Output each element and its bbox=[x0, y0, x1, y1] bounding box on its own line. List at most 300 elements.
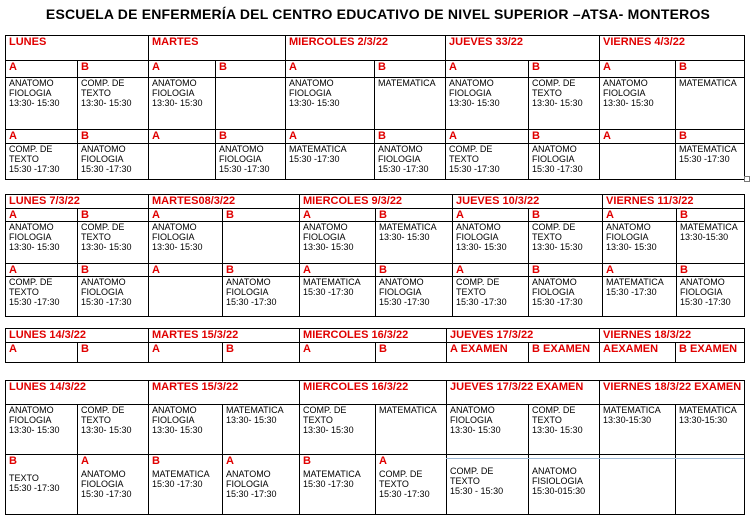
class-line: FIOLOGIA bbox=[81, 154, 124, 164]
schedule-cell: A bbox=[6, 209, 78, 222]
day-header: VIERNES 18/3/22 bbox=[600, 329, 745, 343]
class-line: 15:30 -17:30 bbox=[679, 154, 730, 164]
class-line: FIOLOGIA bbox=[532, 287, 575, 297]
class-line: FIOLOGIA bbox=[219, 154, 262, 164]
class-line: 13:30- 15:30 bbox=[152, 242, 203, 252]
class-line: COMP. DE bbox=[81, 78, 125, 88]
class-line: 13:30- 15:30 bbox=[532, 425, 583, 435]
schedule-cell bbox=[216, 144, 286, 180]
class-line: ANATOMO bbox=[152, 78, 197, 88]
schedule-cell bbox=[300, 222, 376, 264]
schedule-cell: A bbox=[6, 61, 78, 78]
schedule-cell bbox=[677, 222, 745, 264]
day-header: JUEVES 10/3/22 bbox=[453, 195, 603, 209]
class-line: 15:30 -17:30 bbox=[606, 287, 657, 297]
class-entry bbox=[456, 277, 528, 307]
class-entry bbox=[606, 277, 676, 297]
class-line: ANATOMO bbox=[289, 78, 334, 88]
schedule-cell bbox=[375, 144, 446, 180]
class-line: TEXTO bbox=[532, 415, 562, 425]
class-entry bbox=[289, 144, 374, 164]
class-line: 15:30 -17:30 bbox=[9, 297, 60, 307]
mixed-row bbox=[6, 455, 745, 515]
class-entry bbox=[379, 277, 452, 307]
schedule-cell: AEXAMEN bbox=[600, 343, 676, 363]
schedule-cell bbox=[78, 144, 149, 180]
schedule-cell bbox=[453, 277, 529, 317]
class-line: 15:30 -17:30 bbox=[219, 164, 270, 174]
schedule-cell bbox=[149, 222, 223, 264]
class-line: FIOLOGIA bbox=[378, 154, 421, 164]
schedule-cell bbox=[446, 144, 529, 180]
class-line: ANATOMO bbox=[303, 222, 348, 232]
class-entry bbox=[532, 78, 599, 108]
schedule-cell: A bbox=[6, 130, 78, 144]
schedule-cell bbox=[446, 78, 529, 130]
class-line: 13:30- 15:30 bbox=[9, 425, 60, 435]
class-line: TEXTO bbox=[532, 232, 562, 242]
schedule-cell: B bbox=[376, 264, 453, 277]
schedule-cell: B bbox=[529, 209, 603, 222]
schedule-cell: B bbox=[78, 343, 149, 363]
schedule-cell: B bbox=[78, 61, 149, 78]
class-line: MATEMATICA bbox=[679, 405, 737, 415]
schedule-cell: B TEXTO 15:30 -17:30 bbox=[6, 455, 78, 515]
class-entry bbox=[81, 144, 148, 174]
class-line: 13:30- 15:30 bbox=[303, 425, 354, 435]
class-line: 15:30 -17:30 bbox=[378, 164, 429, 174]
day-header-row bbox=[6, 329, 745, 343]
schedule-cell bbox=[676, 144, 745, 180]
class-entry bbox=[152, 78, 215, 108]
schedule-cell bbox=[6, 78, 78, 130]
class-entry bbox=[378, 78, 445, 88]
class-line: 13:30- 15:30 bbox=[532, 242, 583, 252]
class-line: COMP. DE bbox=[81, 222, 125, 232]
schedule-cell bbox=[286, 144, 375, 180]
class-line: 13:30- 15:30 bbox=[9, 242, 60, 252]
day-header: JUEVES 33/22 bbox=[446, 36, 600, 61]
class-line: 13:30- 15:30 bbox=[152, 98, 203, 108]
schedule-cell: B bbox=[216, 130, 286, 144]
class-entry bbox=[303, 222, 375, 252]
class-line: MATEMATICA bbox=[379, 405, 437, 415]
schedule-cell: B bbox=[375, 130, 446, 144]
class-entry bbox=[9, 277, 77, 307]
table-resize-handle[interactable] bbox=[744, 176, 750, 182]
schedule-cell: B EXAMEN bbox=[529, 343, 600, 363]
schedule-cell bbox=[529, 78, 600, 130]
class-line: ANATOMO bbox=[9, 222, 54, 232]
class-entry bbox=[81, 277, 148, 307]
class-entry bbox=[449, 144, 528, 174]
day-header: LUNES 7/3/22 bbox=[6, 195, 149, 209]
class-line: FIOLOGIA bbox=[152, 232, 195, 242]
class-line: ANATOMO bbox=[9, 405, 54, 415]
class-entry bbox=[219, 144, 285, 174]
schedule-cell: A bbox=[149, 209, 223, 222]
schedule-cell bbox=[223, 277, 300, 317]
class-line: COMP. DE bbox=[9, 277, 53, 287]
class-line: 13:30- 15:30 bbox=[9, 98, 60, 108]
class-entry bbox=[532, 222, 602, 252]
class-line: TEXTO bbox=[81, 415, 111, 425]
group-row bbox=[6, 209, 745, 222]
schedule-cell bbox=[376, 222, 453, 264]
schedule-cell bbox=[600, 405, 676, 455]
class-line: 13:30- 15:30 bbox=[226, 415, 277, 425]
class-line: ANATOMO bbox=[81, 144, 126, 154]
class-row bbox=[6, 144, 745, 180]
schedule-cell bbox=[78, 78, 149, 130]
class-line: FIOLOGIA bbox=[289, 88, 332, 98]
day-header-row bbox=[6, 195, 745, 209]
schedule-cell bbox=[529, 277, 603, 317]
schedule-cell bbox=[78, 405, 149, 455]
class-row bbox=[6, 277, 745, 317]
class-line: TEXTO bbox=[449, 154, 479, 164]
class-entry bbox=[81, 78, 148, 108]
schedule-cell bbox=[676, 405, 745, 455]
class-line: TEXTO bbox=[456, 287, 486, 297]
class-line: 15:30 -17:30 bbox=[532, 164, 583, 174]
class-line: ANATOMO bbox=[152, 405, 197, 415]
class-line: 13:30-15:30 bbox=[680, 232, 729, 242]
class-line: FIOLOGIA bbox=[9, 415, 52, 425]
class-line: ANATOMO bbox=[379, 277, 424, 287]
class-line: MATEMATICA bbox=[378, 78, 436, 88]
schedule-week-1 bbox=[5, 35, 745, 180]
class-line: 13:30- 15:30 bbox=[81, 98, 132, 108]
class-line: MATEMATICA bbox=[289, 144, 347, 154]
class-entry bbox=[679, 405, 744, 425]
class-entry bbox=[9, 405, 77, 435]
schedule-cell: B bbox=[677, 264, 745, 277]
day-header: LUNES 14/3/22 bbox=[6, 329, 149, 343]
class-entry bbox=[226, 277, 299, 307]
schedule-cell: A EXAMEN bbox=[447, 343, 529, 363]
class-line: ANATOMO bbox=[450, 405, 495, 415]
class-line: 13:30- 15:30 bbox=[606, 242, 657, 252]
schedule-cell bbox=[6, 144, 78, 180]
schedule-cell: A bbox=[300, 343, 376, 363]
class-line: TEXTO bbox=[81, 232, 111, 242]
class-entry bbox=[152, 222, 222, 252]
schedule-cell bbox=[603, 277, 677, 317]
schedule-cell bbox=[286, 78, 375, 130]
schedule-cell bbox=[375, 78, 446, 130]
class-line: FIOLOGIA bbox=[680, 287, 723, 297]
schedule-cell: A bbox=[446, 130, 529, 144]
schedule-cell: A bbox=[6, 264, 78, 277]
schedule-cell: B bbox=[375, 61, 446, 78]
schedule-cell bbox=[376, 277, 453, 317]
schedule-cell bbox=[529, 144, 600, 180]
class-entry bbox=[81, 222, 148, 252]
schedule-cell: B bbox=[78, 264, 149, 277]
class-line: COMP. DE bbox=[81, 405, 125, 415]
schedule-cell: B bbox=[676, 130, 745, 144]
class-entry bbox=[603, 405, 675, 425]
class-line: FIOLOGIA bbox=[603, 88, 646, 98]
schedule-cell bbox=[223, 405, 300, 455]
schedule-cell: A bbox=[603, 209, 677, 222]
group-row bbox=[6, 343, 745, 363]
class-line: MATEMATICA bbox=[226, 405, 284, 415]
group-row bbox=[6, 264, 745, 277]
class-line: 13:30- 15:30 bbox=[303, 242, 354, 252]
class-line: COMP. DE bbox=[532, 78, 576, 88]
schedule-cell: A bbox=[6, 343, 78, 363]
class-line: FIOLOGIA bbox=[379, 287, 422, 297]
schedule-cell: B bbox=[376, 209, 453, 222]
schedule-exam-week bbox=[5, 328, 745, 363]
schedule-cell: B bbox=[376, 343, 447, 363]
class-line: COMP. DE bbox=[449, 144, 493, 154]
class-line: ANATOMO bbox=[152, 222, 197, 232]
class-line: ANATOMO bbox=[9, 78, 54, 88]
class-line: TEXTO bbox=[81, 88, 111, 98]
class-line: ANATOMO bbox=[219, 144, 264, 154]
schedule-cell bbox=[600, 78, 676, 130]
class-entry bbox=[303, 277, 375, 297]
schedule-cell: ANATOMO FISIOLOGIA 15:30-015:30 bbox=[529, 455, 600, 515]
class-line: 13:30- 15:30 bbox=[152, 425, 203, 435]
day-header: LUNES bbox=[6, 36, 149, 61]
class-entry bbox=[606, 222, 676, 252]
group-row bbox=[6, 61, 745, 78]
day-header: VIERNES 4/3/22 bbox=[600, 36, 745, 61]
class-line: TEXTO bbox=[9, 287, 39, 297]
group-row bbox=[6, 130, 745, 144]
class-line: FIOLOGIA bbox=[81, 287, 124, 297]
schedule-cell: B bbox=[529, 264, 603, 277]
schedule-cell: B bbox=[529, 130, 600, 144]
day-header: MARTES 15/3/22 bbox=[149, 381, 300, 405]
schedule-cell: B bbox=[223, 209, 300, 222]
class-line: 15:30 -17:30 bbox=[532, 297, 583, 307]
page-title: ESCUELA DE ENFERMERÍA DEL CENTRO EDUCATIVO DE NIVEL SUPERIOR –ATSA- MONTEROS bbox=[45, 6, 711, 22]
schedule-cell: A COMP. DE TEXTO 15:30 -17:30 bbox=[376, 455, 447, 515]
schedule-cell bbox=[223, 222, 300, 264]
class-line: TEXTO bbox=[303, 415, 333, 425]
class-entry bbox=[532, 405, 599, 435]
class-line: FIOLOGIA bbox=[152, 88, 195, 98]
schedule-cell: A bbox=[286, 130, 375, 144]
day-header: MARTES08/3/22 bbox=[149, 195, 300, 209]
class-line: 13:30- 15:30 bbox=[532, 98, 583, 108]
class-line: 13:30- 15:30 bbox=[603, 98, 654, 108]
class-line: 13:30- 15:30 bbox=[456, 242, 507, 252]
class-line: COMP. DE bbox=[532, 405, 576, 415]
class-entry bbox=[9, 222, 77, 252]
class-entry bbox=[9, 78, 77, 108]
class-line: ANATOMO bbox=[378, 144, 423, 154]
schedule-cell bbox=[447, 405, 529, 455]
schedule-cell: A bbox=[300, 264, 376, 277]
schedule-cell: A bbox=[603, 264, 677, 277]
schedule-cell: A bbox=[149, 264, 223, 277]
class-line: MATEMATICA bbox=[679, 78, 737, 88]
class-line: FIOLOGIA bbox=[532, 154, 575, 164]
class-line: ANATOMO bbox=[680, 277, 725, 287]
class-entry bbox=[680, 277, 744, 307]
day-header: MIERCOLES 9/3/22 bbox=[300, 195, 453, 209]
schedule-cell bbox=[149, 405, 223, 455]
class-line: MATEMATICA bbox=[606, 277, 664, 287]
schedule-cell bbox=[676, 455, 745, 515]
class-line: MATEMATICA bbox=[303, 277, 361, 287]
class-line: 15:30 -17:30 bbox=[379, 297, 430, 307]
class-entry bbox=[379, 222, 452, 242]
class-entry bbox=[152, 405, 222, 435]
schedule-cell: B bbox=[223, 343, 300, 363]
schedule-cell: B EXAMEN bbox=[676, 343, 745, 363]
class-line: 13:30- 15:30 bbox=[289, 98, 340, 108]
schedule-cell: B bbox=[677, 209, 745, 222]
day-header: MARTES 15/3/22 bbox=[149, 329, 300, 343]
class-entry bbox=[680, 222, 744, 242]
schedule-cell: A bbox=[453, 209, 529, 222]
class-line: ANATOMO bbox=[606, 222, 651, 232]
class-line: ANATOMO bbox=[226, 277, 271, 287]
class-line: 13:30- 15:30 bbox=[449, 98, 500, 108]
schedule-cell bbox=[600, 144, 676, 180]
class-line: COMP. DE bbox=[532, 222, 576, 232]
schedule-cell bbox=[149, 144, 216, 180]
class-line: ANATOMO bbox=[449, 78, 494, 88]
schedule-cell: A bbox=[149, 130, 216, 144]
class-entry bbox=[378, 144, 445, 174]
class-entry bbox=[679, 144, 744, 164]
schedule-cell: A ANATOMO FIOLOGIA 15:30 -17:30 bbox=[78, 455, 149, 515]
class-line: 15:30 -17:30 bbox=[456, 297, 507, 307]
schedule-cell: A bbox=[149, 343, 223, 363]
schedule-cell: B bbox=[676, 61, 745, 78]
schedule-cell: A bbox=[286, 61, 375, 78]
schedule-cell bbox=[300, 405, 376, 455]
day-header: MARTES bbox=[149, 36, 286, 61]
class-line: MATEMATICA bbox=[680, 222, 738, 232]
class-line: 15:30 -17:30 bbox=[449, 164, 500, 174]
class-line: MATEMATICA bbox=[603, 405, 661, 415]
class-line: COMP. DE bbox=[9, 144, 53, 154]
schedule-cell: A bbox=[149, 61, 216, 78]
class-row bbox=[6, 222, 745, 264]
class-line: FIOLOGIA bbox=[606, 232, 649, 242]
class-line: 15:30 -17:30 bbox=[81, 164, 132, 174]
class-line: 13:30-15:30 bbox=[603, 415, 652, 425]
class-line: ANATOMO bbox=[532, 277, 577, 287]
schedule-cell bbox=[677, 277, 745, 317]
class-entry bbox=[532, 144, 599, 174]
class-line: 15:30 -17:30 bbox=[680, 297, 731, 307]
schedule-cell: B bbox=[216, 61, 286, 78]
class-line: MATEMATICA bbox=[379, 222, 437, 232]
schedule-cell: A ANATOMO FIOLOGIA 15:30 -17:30 bbox=[223, 455, 300, 515]
schedule-cell: B MATEMATICA 15:30 -17:30 bbox=[300, 455, 376, 515]
class-line: 13:30- 15:30 bbox=[379, 232, 430, 242]
class-line: 13:30- 15:30 bbox=[81, 242, 132, 252]
class-line: TEXTO bbox=[9, 154, 39, 164]
schedule-cell: B bbox=[529, 61, 600, 78]
class-line: ANATOMO bbox=[532, 144, 577, 154]
class-line: TEXTO bbox=[532, 88, 562, 98]
class-line: FIOLOGIA bbox=[9, 232, 52, 242]
day-header-row bbox=[6, 36, 745, 61]
class-line: 13:30- 15:30 bbox=[450, 425, 501, 435]
class-entry bbox=[81, 405, 148, 435]
class-entry bbox=[226, 405, 299, 425]
class-line: COMP. DE bbox=[456, 277, 500, 287]
schedule-cell: A bbox=[453, 264, 529, 277]
day-header: MIERCOLES 2/3/22 bbox=[286, 36, 446, 61]
class-line: 15:30 -17:30 bbox=[303, 287, 354, 297]
schedule-cell bbox=[603, 222, 677, 264]
class-entry bbox=[679, 78, 744, 88]
class-line: FIOLOGIA bbox=[152, 415, 195, 425]
class-line: 15:30 -17:30 bbox=[226, 297, 277, 307]
schedule-cell: B MATEMATICA 15:30 -17:30 bbox=[149, 455, 223, 515]
class-line: FIOLOGIA bbox=[303, 232, 346, 242]
schedule-cell: B bbox=[223, 264, 300, 277]
schedule-cell bbox=[676, 78, 745, 130]
day-header: VIERNES 18/3/22 EXAMEN bbox=[600, 381, 745, 405]
class-entry bbox=[456, 222, 528, 252]
schedule-cell bbox=[6, 277, 78, 317]
class-line: 15:30 -17:30 bbox=[9, 164, 60, 174]
class-line: ANATOMO bbox=[456, 222, 501, 232]
class-line: MATEMATICA bbox=[679, 144, 737, 154]
schedule-cell: A bbox=[300, 209, 376, 222]
schedule-cell: B bbox=[78, 209, 149, 222]
schedule-week-4 bbox=[5, 380, 745, 515]
class-row bbox=[6, 78, 745, 130]
class-line: 15:30 -17:30 bbox=[81, 297, 132, 307]
class-line: FIOLOGIA bbox=[450, 415, 493, 425]
class-entry bbox=[303, 405, 375, 435]
class-entry bbox=[379, 405, 446, 415]
class-line: ANATOMO bbox=[603, 78, 648, 88]
schedule-cell: A bbox=[600, 130, 676, 144]
class-line: 13:30-15:30 bbox=[679, 415, 728, 425]
schedule-cell: A bbox=[600, 61, 676, 78]
schedule-cell bbox=[600, 455, 676, 515]
day-header: MIERCOLES 16/3/22 bbox=[300, 381, 447, 405]
schedule-cell bbox=[78, 222, 149, 264]
schedule-cell bbox=[149, 78, 216, 130]
class-line: COMP. DE bbox=[303, 405, 347, 415]
cell-divider-line bbox=[446, 458, 744, 459]
class-line: FIOLOGIA bbox=[226, 287, 269, 297]
schedule-cell bbox=[376, 405, 447, 455]
class-entry bbox=[289, 78, 374, 108]
class-entry bbox=[532, 277, 602, 307]
schedule-cell bbox=[529, 405, 600, 455]
schedule-cell bbox=[149, 277, 223, 317]
day-header: JUEVES 17/3/22 bbox=[447, 329, 600, 343]
schedule-cell bbox=[216, 78, 286, 130]
schedule-week-2 bbox=[5, 194, 745, 317]
schedule-cell: B bbox=[78, 130, 149, 144]
class-entry bbox=[450, 405, 528, 435]
schedule-cell bbox=[300, 277, 376, 317]
day-header: JUEVES 17/3/22 EXAMEN bbox=[447, 381, 600, 405]
class-line: ANATOMO bbox=[81, 277, 126, 287]
schedule-cell bbox=[78, 277, 149, 317]
class-line: 13:30- 15:30 bbox=[81, 425, 132, 435]
schedule-cell: COMP. DE TEXTO 15:30 - 15:30 bbox=[447, 455, 529, 515]
